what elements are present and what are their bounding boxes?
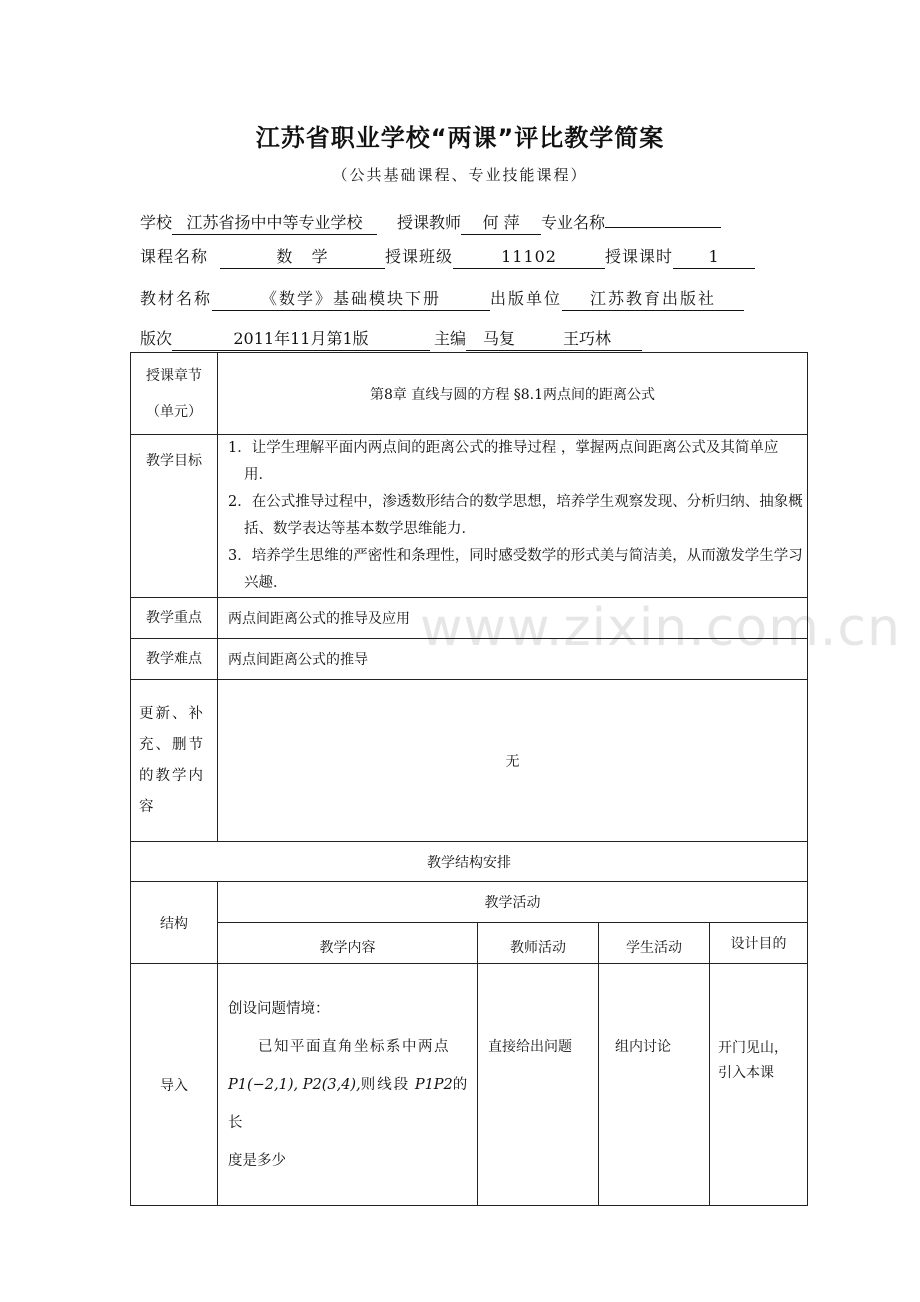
content-intro: 创设问题情境： [228,1000,330,1017]
student-activity-cell: 组内讨论 [599,964,710,1206]
objective-item: 2．在公式推导过程中，渗透数形结合的数学思想，培养学生观察发现、分析归纳、抽象概括、数学表达等基本数学思维能力． [228,494,803,537]
stage-cell: 导入 [131,964,218,1206]
purpose-cell [710,964,808,1206]
update-label-line: 更新、补 [139,705,205,722]
content-question-line3: 度是多少 [228,1152,286,1169]
row-column-headers [131,923,808,964]
update-label-line: 容 [139,798,156,815]
col-header-purpose: 设计目的 [710,923,808,964]
content-q2: 则线段 [360,1076,411,1093]
update-label-line: 的教学内 [139,767,205,784]
col-header-student: 学生活动 [599,923,710,964]
update-label-line: 充、删节 [139,736,205,753]
key-label: 教学重点 [131,598,218,639]
editor1-value: 马复 [466,328,532,351]
class-value: 11102 [453,246,605,269]
major-label: 专业名称 [541,213,606,232]
activities-label: 教学活动 [218,882,808,923]
content-segment: P1P2 [414,1076,453,1093]
row-activities-header [131,882,808,923]
structure-label: 结构 [131,882,218,964]
school-label: 学校 [140,213,173,232]
edition-value: 2011年11月第1版 [172,328,430,351]
teacher-activity-cell: 直接给出问题 [478,964,599,1206]
textbook-label: 教材名称 [140,289,213,308]
content-math: P1(−2,1), P2(3,4), [228,1076,361,1093]
key-value: 两点间距离公式的推导及应用 [218,598,808,639]
editor-label: 主编 [434,329,467,348]
objectives-list [218,435,808,598]
lesson-plan-table [130,352,808,1206]
publisher-label: 出版单位 [490,289,563,308]
info-line-edition [140,326,642,352]
row-structure-title [131,842,808,882]
row-key [131,598,808,639]
hours-value: 1 [673,246,755,269]
content-q3: 的长 [228,1076,468,1131]
table-row [131,964,808,1206]
watermark: www.zixin.com.cn [420,598,901,658]
purpose-line: 开门见山， [718,1040,788,1056]
teacher-value: 何 萍 [461,212,541,235]
purpose-line: 引入本课 [718,1065,774,1081]
publisher-value: 江苏教育出版社 [562,288,744,311]
row-objectives [131,435,808,598]
class-label: 授课班级 [385,247,454,266]
row-update [131,680,808,842]
update-value: 无 [218,680,808,842]
objective-item: 3．培养学生思维的严密性和条理性，同时感受数学的形式美与简洁美，从而激发学生学习兴趣． [228,548,803,591]
content-cell [218,964,478,1206]
chapter-label [131,353,218,435]
content-question-line1: 已知平面直角坐标系中两点 [258,1038,450,1055]
objective-item: 1．让学生理解平面内两点间的距离公式的推导过程 ，掌握两点间距离公式及其简单应用． [228,440,779,483]
objectives-label: 教学目标 [131,435,218,598]
row-difficult [131,639,808,680]
page-subtitle: （公共基础课程、专业技能课程） [332,166,588,184]
info-line-course [140,244,755,270]
difficult-label: 教学难点 [131,639,218,680]
chapter-label-line2: （单元） [146,403,202,420]
col-header-teacher: 教师活动 [478,923,599,964]
course-label: 课程名称 [140,247,209,266]
chapter-value: 第8章 直线与圆的方程 §8.1两点间的距离公式 [218,353,808,435]
textbook-value: 《数学》基础模块下册 [212,288,490,311]
editor2-value: 王巧林 [532,328,642,351]
info-line-textbook [140,286,744,312]
col-header-content: 教学内容 [218,923,478,964]
school-value: 江苏省扬中中等专业学校 [172,212,377,235]
major-value [605,205,721,228]
hours-label: 授课课时 [605,247,674,266]
chapter-label-line1: 授课章节 [146,367,202,384]
teacher-label: 授课教师 [397,213,462,232]
structure-title: 教学结构安排 [131,842,808,882]
difficult-value: 两点间距离公式的推导 [218,639,808,680]
course-value: 数 学 [220,246,385,269]
edition-label: 版次 [140,329,173,348]
row-chapter [131,353,808,435]
update-label [131,680,218,842]
info-line-school [140,205,721,231]
content-question-line2 [228,1066,471,1142]
page-title: 江苏省职业学校“两课”评比教学简案 [255,124,665,152]
